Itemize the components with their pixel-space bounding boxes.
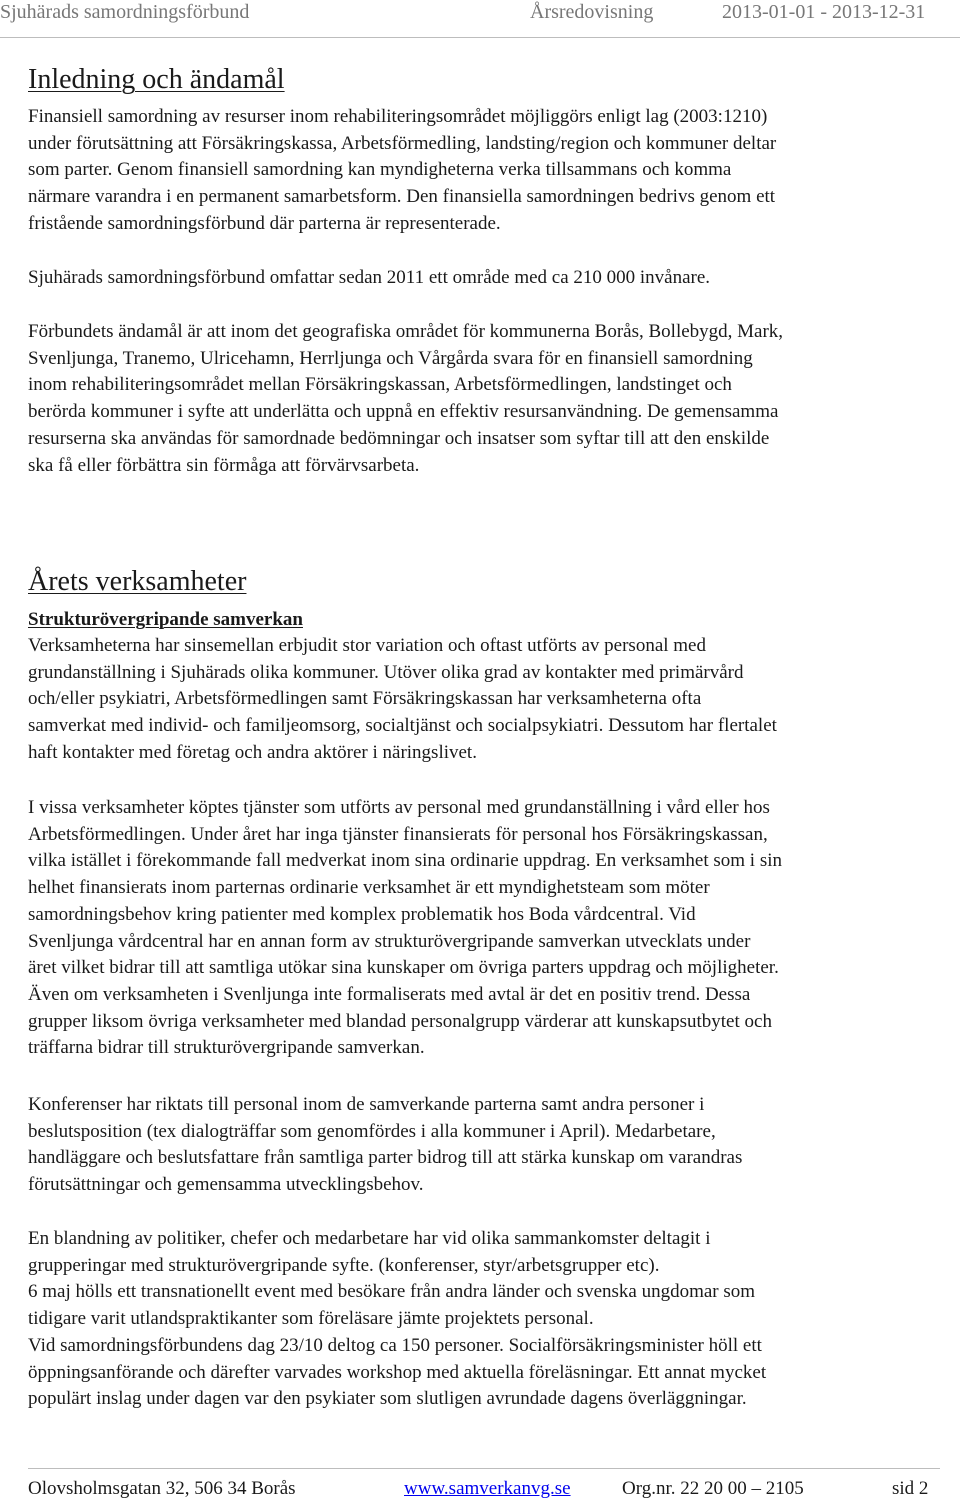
activities-paragraph-1: Verksamheterna har sinsemellan erbjudit stor variation och oftast utförts av personal med grundanställning i Sjuhärads olika kommuner. Utöver olika grad av kontakter med primärvård och/eller psykiatri, Arbetsförmedlingen samt Försäkringskassan har verksamheterna ofta samverkat med individ- och familjeomsorg, socialtjänst och socialpsykiatri. Dessutom har flertalet haft kontakter med företag och andra aktörer i näringslivet.	[28, 635, 777, 763]
activities-paragraph-2: I vissa verksamheter köptes tjänster som utförts av personal med grundanställning i vård eller hos Arbetsförmedlingen. Under året har inga tjänster finansierats för personal hos Försäkringskassan, vilka istället i förekommande fall medverkat inom sina ordinarie uppdrag. En verksamhet som i sin helhet finansierats inom parternas ordinarie verksamhet är ett myndighetsteam som möter samordningsbehov kring patienter med komplex problematik hos Boda vårdcentral. Vid Svenljunga vårdcentral har en annan form av strukturövergripande samverkan utvecklats under äret vilket bidrar till att samtliga utökar sina kunskaper om övriga parters uppdrag och möjligheter. Även om verksamheten i Svenljunga inte formaliserats med avtal är det en positiv trend. Dessa grupper liksom övriga verksamheter med blandad personalgrupp värderar att kunskapsutbytet och träffarna bidrar till strukturövergripande samverkan.	[28, 797, 782, 1059]
header-divider	[0, 37, 960, 38]
footer-divider	[28, 1468, 940, 1469]
footer-website-link[interactable]: www.samverkanvg.se	[404, 1478, 571, 1499]
header-period: 2013-01-01 - 2013-12-31	[722, 1, 926, 23]
intro-paragraph-2: Sjuhärads samordningsförbund omfattar sedan 2011 ett område med ca 210 000 invånare.	[28, 267, 711, 288]
footer-address: Olovsholmsgatan 32, 506 34 Borås	[28, 1478, 296, 1499]
footer-page-number: sid 2	[892, 1478, 929, 1499]
section-title-activities: Årets verksamheter	[28, 566, 247, 597]
section-title-introduction: Inledning och ändamål	[28, 64, 285, 95]
page-header	[0, 0, 960, 30]
activities-paragraph-4: En blandning av politiker, chefer och medarbetare har vid olika sammankomster deltagit i grupperingar med strukturövergripande syfte. (konferenser, styr/arbetsgrupper etc). 6 maj hölls ett transnationellt event med besökare från andra länder och svenska ungdomar som tidigare varit utlandspraktikanter som föreläsare jämte projektets personal. Vid samordningsförbundens dag 23/10 deltog ca 150 personer. Socialförsäkringsminister höll ett öppningsanförande och därefter varvades workshop med aktuella föreläsningar. Ett annat mycket populärt inslag under dagen var den psykiater som slutligen avrundade dagens överläggningar.	[28, 1228, 767, 1410]
footer-org-number: Org.nr. 22 20 00 – 2105	[622, 1478, 804, 1499]
intro-paragraph-3: Förbundets ändamål är att inom det geografiska området för kommunerna Borås, Bollebygd, Mark, Svenljunga, Tranemo, Ulricehamn, Herrljunga och Vårgårda svara för en finansiell samordning inom rehabiliteringsområdet mellan Försäkringskassan, Arbetsförmedlingen, landstinget och berörda kommuner i syfte att underlätta och uppnå en effektiv resursanvändning. De gemensamma resurserna ska användas för samordnade bedömningar och insatser som syftar till att den enskilde ska få eller förbättra sin förmåga att förvärvsarbeta.	[28, 321, 784, 476]
activities-paragraph-3: Konferenser har riktats till personal inom de samverkande parterna samt andra personer i beslutsposition (tex dialogträffar som genomfördes i alla kommuner i April). Medarbetare, handläggare och beslutsfattare från samtliga parter bidrog till att stärka kunskap om varandras förutsättningar och gemensamma utvecklingsbehov.	[28, 1094, 743, 1196]
header-document-type: Årsredovisning	[530, 1, 654, 23]
intro-paragraph-1: Finansiell samordning av resurser inom rehabiliteringsområdet möjliggörs enligt lag (2003:1210) under förutsättning att Försäkringskassa, Arbetsförmedling, landsting/region och kommuner deltar som parter. Genom finansiell samordning kan myndigheterna verka tillsammans och komma närmare varandra i en permanent samarbetsform. Den finansiella samordningen bedrivs genom ett fristående samordningsförbund där parterna är representerade.	[28, 106, 777, 234]
subsection-title-structural-cooperation: Strukturövergripande samverkan	[28, 609, 303, 630]
page-footer	[0, 1478, 960, 1504]
header-organization: Sjuhärads samordningsförbund	[0, 1, 250, 23]
